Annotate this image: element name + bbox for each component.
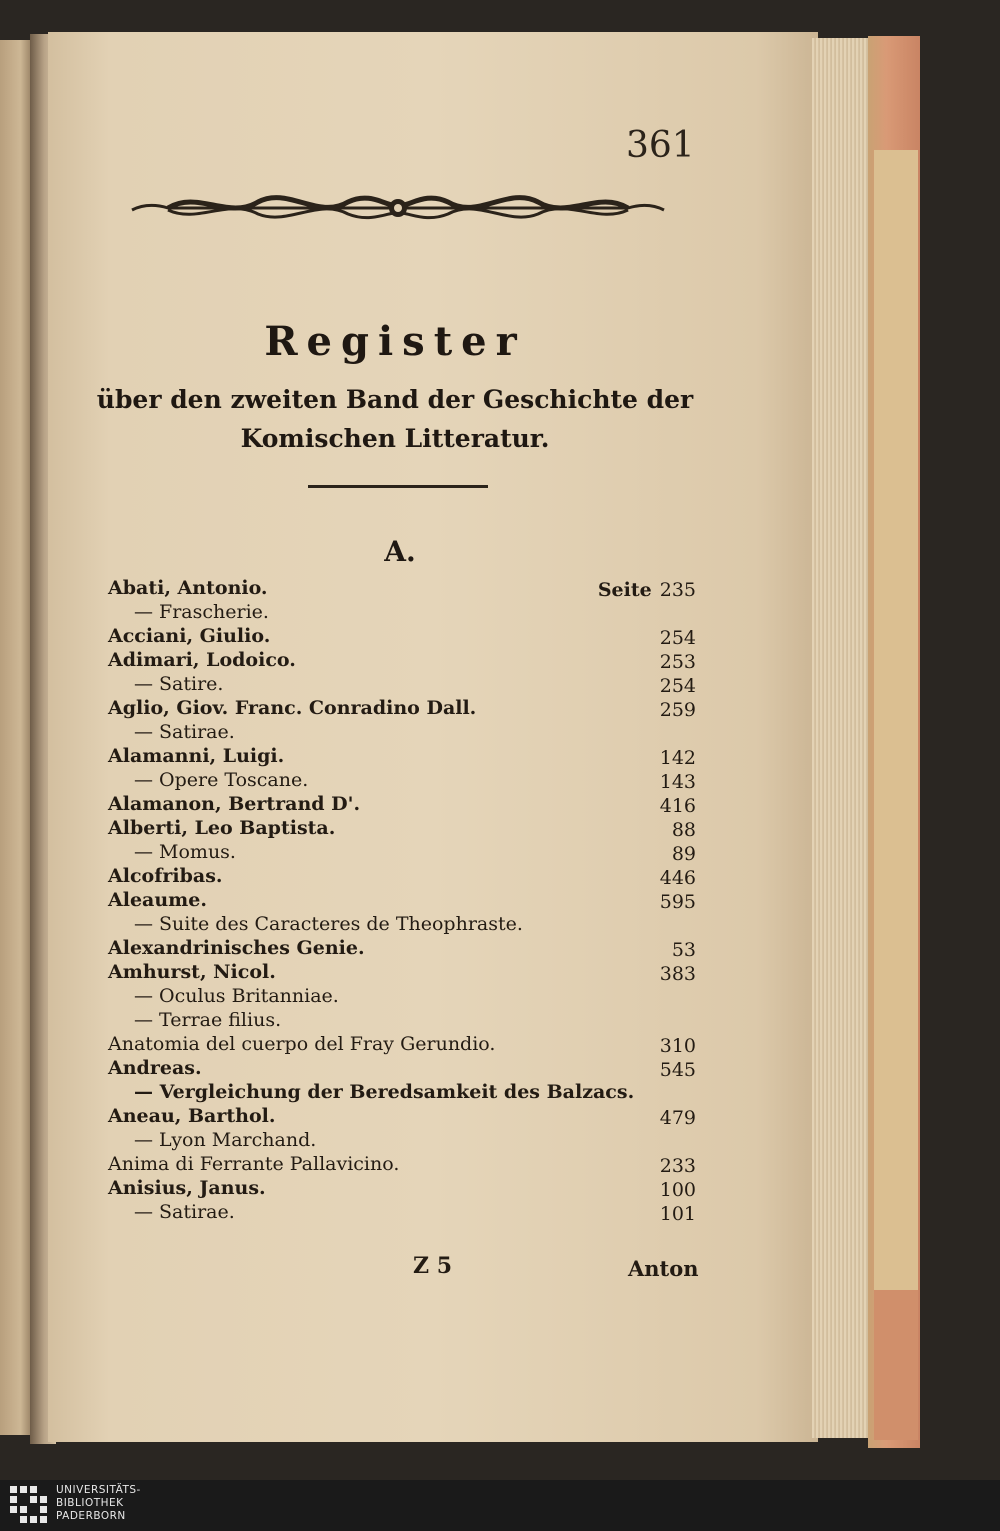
- index-entry: [108, 935, 696, 959]
- index-entry: [108, 1175, 696, 1199]
- index-entry: [108, 1199, 696, 1223]
- page-ref: 235: [659, 579, 696, 601]
- index-entry-page: [660, 867, 696, 889]
- index-entry-page: [660, 1059, 696, 1081]
- index-entry-text: Alamanon, Bertrand D'.: [108, 793, 361, 815]
- index-entry-page: [660, 795, 696, 817]
- page-ref: 479: [659, 1107, 696, 1129]
- index-entry-page: [660, 771, 696, 793]
- index-entry: [108, 1079, 696, 1103]
- index-entry-page: [672, 843, 696, 865]
- index-entry: [108, 599, 696, 623]
- university-logo-icon: [8, 1484, 50, 1526]
- index-entry: [108, 983, 696, 1007]
- index-entry: [108, 575, 696, 599]
- page-ref: 310: [659, 1035, 696, 1057]
- index-entry-page: [598, 579, 696, 601]
- index-entry-text: Aglio, Giov. Franc. Conradino Dall.: [108, 697, 477, 719]
- index-entry: [108, 623, 696, 647]
- page-ref: 142: [659, 747, 696, 769]
- index-entry-text: — Frascherie.: [134, 601, 269, 623]
- ornament-headpiece: [128, 180, 668, 228]
- page-ref: 100: [659, 1179, 696, 1201]
- index-entry-page: [660, 699, 696, 721]
- subtitle-line-1: über den zweiten Band der Geschichte der: [96, 385, 694, 414]
- index-entry-page: [660, 651, 696, 673]
- index-entry-page: [660, 747, 696, 769]
- index-entry: [108, 815, 696, 839]
- index-entry-text: Anisius, Janus.: [108, 1177, 266, 1199]
- page-ref: 53: [671, 939, 696, 961]
- index-entry-text: Alcofribas.: [108, 865, 223, 887]
- index-entry-text: — Satirae.: [134, 1201, 235, 1223]
- left-page-edge: [0, 40, 34, 1435]
- printer-signature: Z 5: [413, 1253, 453, 1279]
- index-entry: [108, 1055, 696, 1079]
- page-fore-edge: [812, 38, 874, 1438]
- page-ref: 101: [659, 1203, 696, 1225]
- page-ref: 259: [659, 699, 696, 721]
- index-entry-text: — Vergleichung der Beredsamkeit des Balzacs.: [134, 1081, 635, 1103]
- page-number: 361: [626, 125, 695, 166]
- index-entry-page: [660, 1179, 696, 1201]
- index-entry-text: — Momus.: [134, 841, 236, 863]
- library-name-line-1: UNIVERSITÄTS-: [56, 1484, 141, 1496]
- library-name-line-2: BIBLIOTHEK: [56, 1497, 124, 1509]
- index-entry-text: Aneau, Barthol.: [108, 1105, 276, 1127]
- index-entry-page: [672, 939, 696, 961]
- index-entry: [108, 887, 696, 911]
- index-entry: [108, 767, 696, 791]
- index-entry-text: Acciani, Giulio.: [108, 625, 271, 647]
- index-entry: [108, 1151, 696, 1175]
- index-entry: [108, 791, 696, 815]
- index-entry: [108, 743, 696, 767]
- index-entry-page: [660, 627, 696, 649]
- index-entry: [108, 719, 696, 743]
- index-entry-text: — Lyon Marchand.: [134, 1129, 317, 1151]
- index-entry-text: Alberti, Leo Baptista.: [108, 817, 336, 839]
- index-entry: [108, 1103, 696, 1127]
- page-ref: 253: [659, 651, 696, 673]
- index-entry: [108, 959, 696, 983]
- register-subtitle: [90, 380, 700, 458]
- index-entry-text: — Opere Toscane.: [134, 769, 309, 791]
- index-entry: [108, 1127, 696, 1151]
- index-entry: [108, 647, 696, 671]
- page-ref: 88: [671, 819, 696, 841]
- index-entry-text: — Satirae.: [134, 721, 235, 743]
- library-name-line-3: PADERBORN: [56, 1510, 126, 1522]
- page-ref: 416: [659, 795, 696, 817]
- index-entry-text: — Satire.: [134, 673, 224, 695]
- page-ref: 89: [671, 843, 696, 865]
- index-entry-text: — Oculus Britanniae.: [134, 985, 339, 1007]
- index-entry: [108, 911, 696, 935]
- index-entry: [108, 671, 696, 695]
- index-entry-text: Amhurst, Nicol.: [108, 961, 276, 983]
- catchword: Anton: [628, 1256, 699, 1281]
- index-entry: [108, 839, 696, 863]
- index-entry: [108, 1007, 696, 1031]
- library-footer: [0, 1480, 1000, 1531]
- index-entry: [108, 863, 696, 887]
- title-rule: [308, 485, 488, 488]
- index-entry-page: [660, 1203, 696, 1225]
- index-entries: [108, 575, 696, 1223]
- cover-bottom: [874, 1290, 918, 1440]
- page-ref: 446: [659, 867, 696, 889]
- cover-inner: [874, 150, 918, 1290]
- index-entry-text: Andreas.: [108, 1057, 202, 1079]
- library-name: [56, 1484, 141, 1523]
- page-ref: 545: [659, 1059, 696, 1081]
- register-title: Register: [264, 318, 526, 365]
- page-ref: 254: [659, 627, 696, 649]
- index-entry: [108, 1031, 696, 1055]
- index-entry-text: Alamanni, Luigi.: [108, 745, 285, 767]
- index-entry-text: Alexandrinisches Genie.: [108, 937, 365, 959]
- index-entry-page: [660, 1155, 696, 1177]
- page-ref: 254: [659, 675, 696, 697]
- index-entry-page: [660, 963, 696, 985]
- index-entry-text: — Suite des Caracteres de Theophraste.: [134, 913, 523, 935]
- index-entry-page: [660, 1035, 696, 1057]
- index-entry-page: [660, 891, 696, 913]
- index-entry-page: [672, 819, 696, 841]
- page-ref: 383: [659, 963, 696, 985]
- index-entry-page: [660, 675, 696, 697]
- index-entry-page: [660, 1107, 696, 1129]
- index-entry-text: Adimari, Lodoico.: [108, 649, 296, 671]
- index-entry-text: — Terrae filius.: [134, 1009, 282, 1031]
- index-entry-text: Anima di Ferrante Pallavicino.: [108, 1153, 400, 1175]
- index-entry-text: Anatomia del cuerpo del Fray Gerundio.: [108, 1033, 496, 1055]
- index-entry-text: Abati, Antonio.: [108, 577, 268, 599]
- index-entry: [108, 695, 696, 719]
- subtitle-line-2: Komischen Litteratur.: [240, 424, 550, 453]
- page-ref: 143: [659, 771, 696, 793]
- page-ref: 595: [659, 891, 696, 913]
- seite-label: Seite: [597, 579, 652, 601]
- index-entry-text: Aleaume.: [108, 889, 207, 911]
- page-ref: 233: [659, 1155, 696, 1177]
- section-letter: A.: [384, 535, 416, 568]
